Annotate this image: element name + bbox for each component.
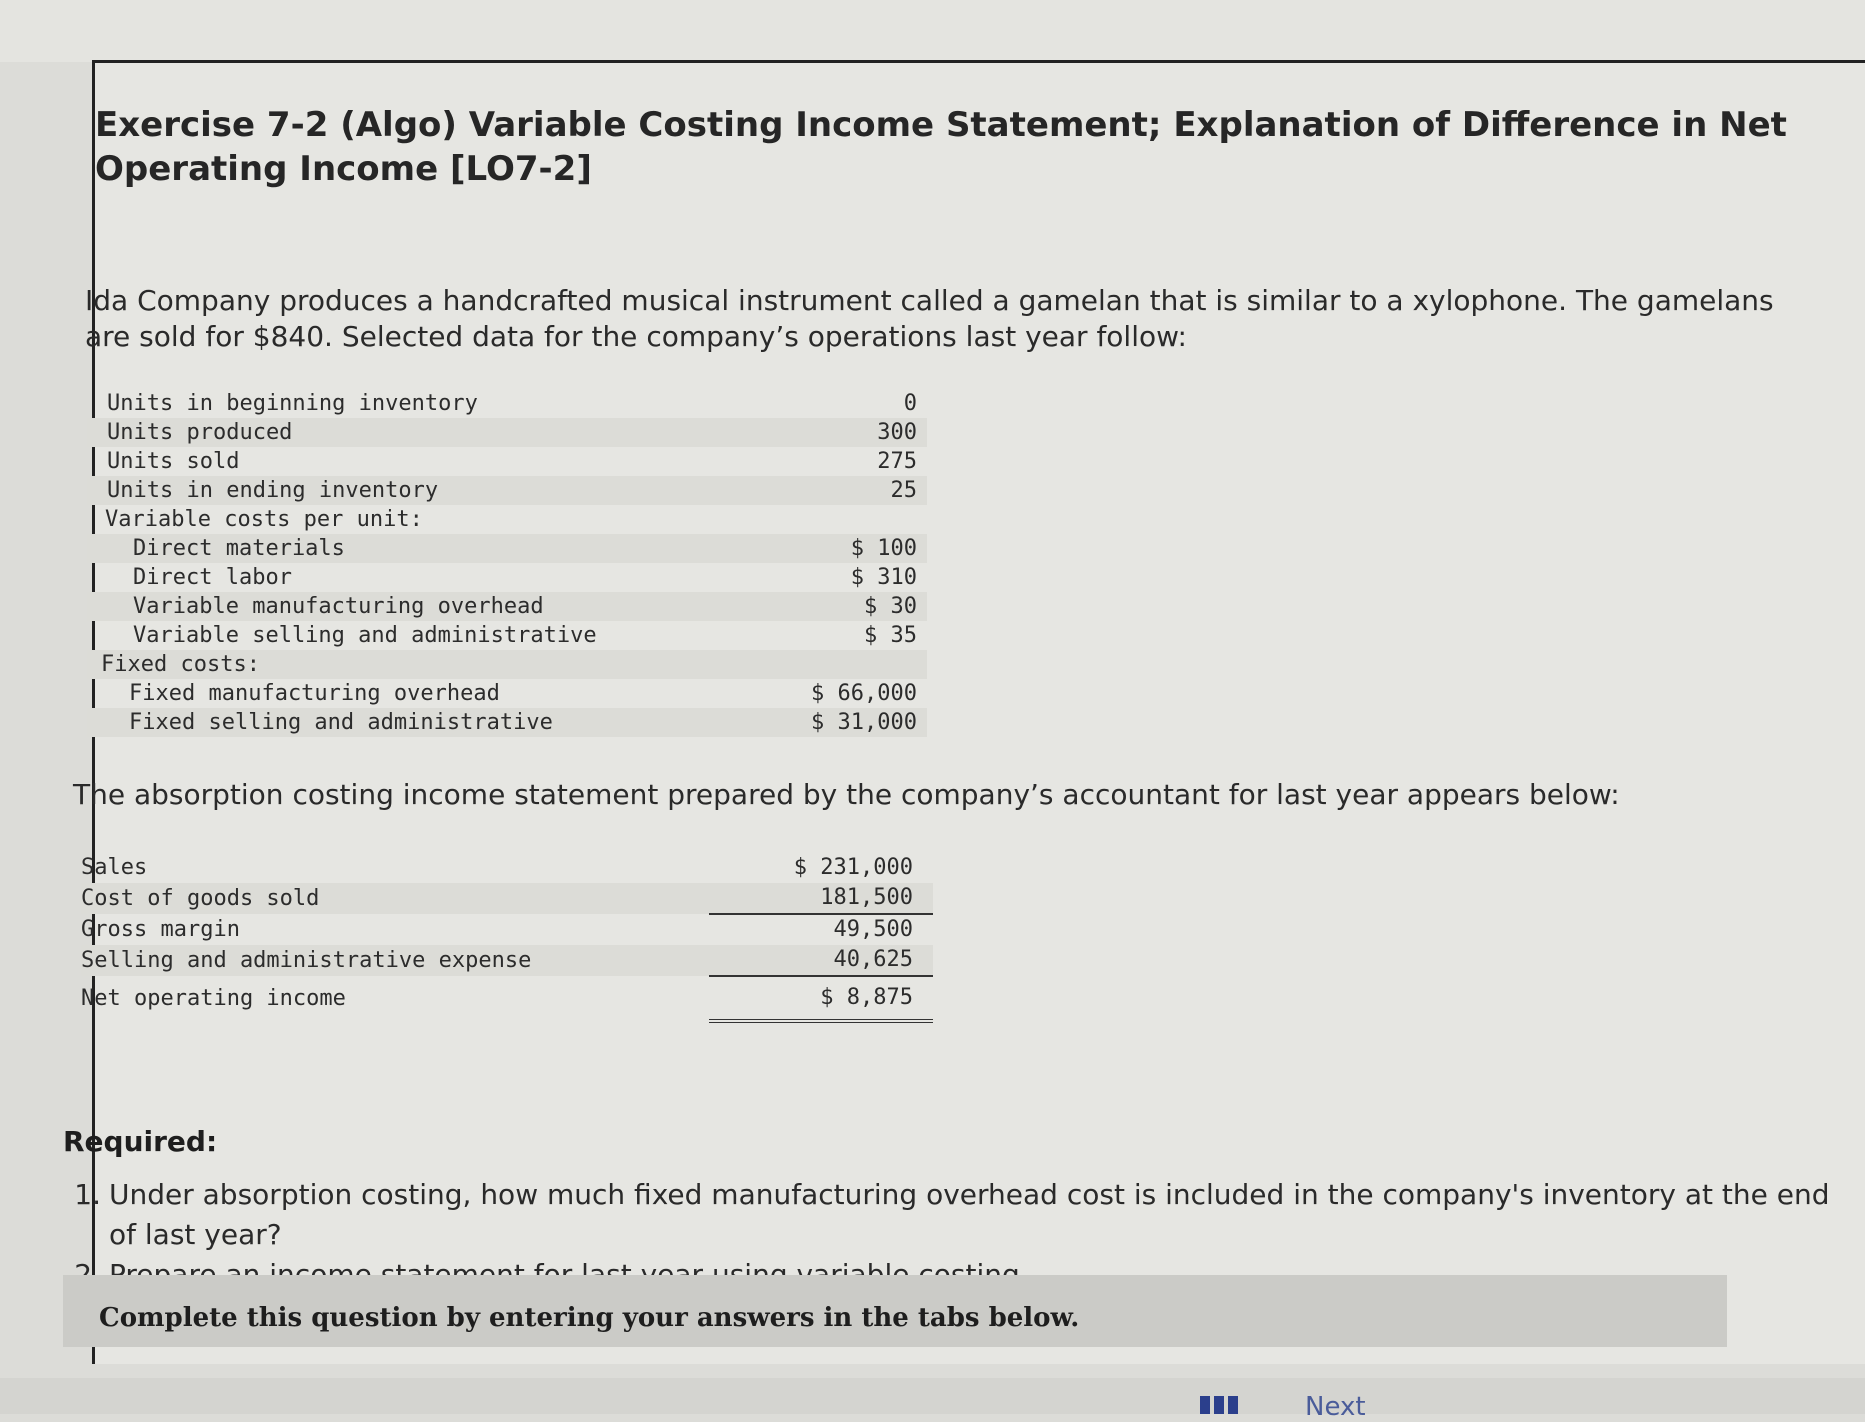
required-heading: Required: <box>63 1125 218 1158</box>
row-value: 25 <box>717 476 927 505</box>
table-row <box>87 621 927 650</box>
row-label: Direct labor <box>133 565 292 590</box>
row-label: Fixed manufacturing overhead <box>129 681 500 706</box>
row-value: 0 <box>903 391 917 416</box>
section-heading: Fixed costs: <box>87 650 717 679</box>
row-value: $ 100 <box>717 534 927 563</box>
exercise-title: Exercise 7-2 (Algo) Variable Costing Income Statement; Explanation of Difference in Net Operating Income [LO7-2] <box>95 105 1787 189</box>
table-row <box>81 914 933 945</box>
row-value <box>717 650 927 679</box>
table-row <box>87 563 927 592</box>
row-label: Units produced <box>87 418 717 447</box>
operations-data-table <box>87 389 927 737</box>
table-row <box>81 883 933 914</box>
row-value: 300 <box>717 418 927 447</box>
row-label: Direct materials <box>87 534 717 563</box>
row-value: 275 <box>877 449 917 474</box>
row-value: 40,625 <box>709 945 933 976</box>
next-button[interactable]: Next <box>1305 1392 1366 1422</box>
row-label: Gross margin <box>81 916 240 942</box>
table-row <box>87 476 927 505</box>
row-label: Fixed selling and administrative <box>87 708 717 737</box>
browser-top-area <box>0 0 1865 62</box>
row-label: Net operating income <box>81 985 346 1011</box>
question-page <box>63 60 1865 1364</box>
bottom-navigation-bar <box>0 1378 1865 1414</box>
table-row <box>81 976 933 1021</box>
row-value: $ 30 <box>717 592 927 621</box>
row-value: 181,500 <box>709 883 933 914</box>
intro-paragraph: Ida Company produces a handcrafted musical instrument called a gamelan that is similar to a xylophone. The gamelans are sold for $840. Selected data for the company’s operations last year follow: <box>85 284 1774 353</box>
row-label: Units in beginning inventory <box>107 391 478 416</box>
row-label: Sales <box>81 855 148 880</box>
table-row <box>87 447 927 476</box>
instruction-banner <box>63 1275 1727 1347</box>
row-label: Units sold <box>107 449 240 474</box>
row-value: $ 8,875 <box>709 976 933 1021</box>
row-value: $ 35 <box>864 623 917 648</box>
table-row <box>87 418 927 447</box>
table-row <box>81 853 933 883</box>
row-label: Cost of goods sold <box>81 883 709 914</box>
table-row <box>87 505 927 534</box>
row-value: $ 231,000 <box>793 855 913 880</box>
table-row <box>87 389 927 418</box>
row-value: $ 31,000 <box>717 708 927 737</box>
table-row <box>87 650 927 679</box>
row-label: Variable selling and administrative <box>133 623 597 648</box>
table-row <box>87 708 927 737</box>
list-item <box>63 1175 1863 1255</box>
row-value: $ 310 <box>850 565 917 590</box>
statement-intro: The absorption costing income statement prepared by the company’s accountant for last year appears below: <box>73 778 1620 811</box>
table-row <box>87 679 927 708</box>
item-number: 1. <box>74 1178 101 1211</box>
row-value: $ 66,000 <box>811 681 917 706</box>
row-value <box>717 505 927 534</box>
banner-text: Complete this question by entering your answers in the tabs below. <box>99 1303 1080 1333</box>
table-row <box>87 592 927 621</box>
section-heading: Variable costs per unit: <box>105 507 423 532</box>
row-label: Variable manufacturing overhead <box>87 592 717 621</box>
grid-icon[interactable] <box>1200 1396 1238 1414</box>
row-value: 49,500 <box>833 917 913 942</box>
table-row <box>87 534 927 563</box>
row-label: Selling and administrative expense <box>81 945 709 976</box>
absorption-income-statement <box>81 853 933 1023</box>
table-row <box>81 945 933 976</box>
item-text: Under absorption costing, how much fixed manufacturing overhead cost is included in the company's inventory at the end of last year? <box>109 1178 1830 1251</box>
row-label: Units in ending inventory <box>87 476 717 505</box>
